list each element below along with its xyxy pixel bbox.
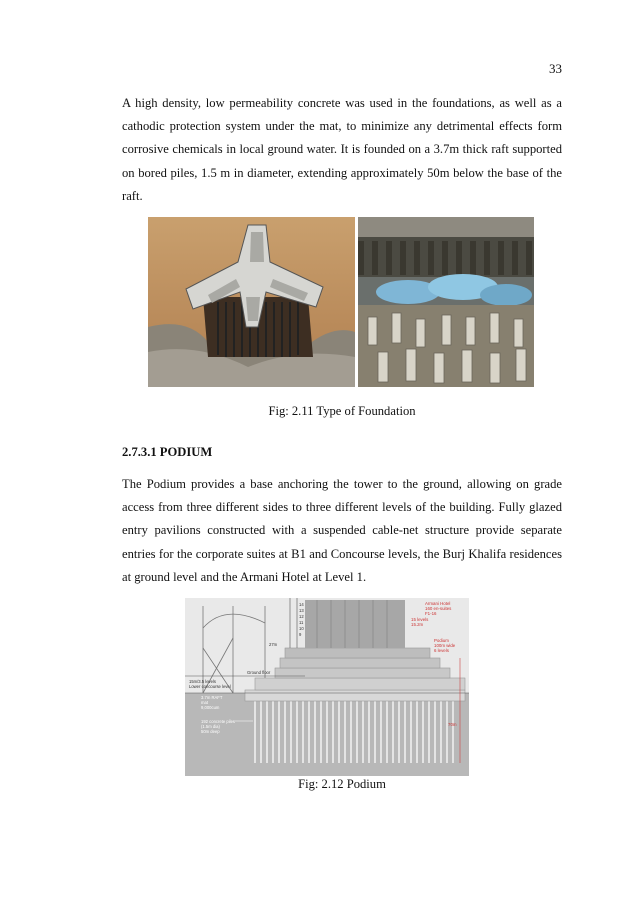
label-raft-mat: mat	[201, 700, 208, 705]
figure-caption-podium: Fig: 2.12 Podium	[298, 777, 386, 791]
label-armani-hotel: Armani Hotel	[425, 601, 451, 606]
label-level-9: 9	[299, 632, 302, 637]
label-level-range: F1-16	[425, 611, 437, 616]
label-level-10: 10	[299, 626, 304, 631]
label-level-13: 13	[299, 608, 304, 613]
label-lower-concourse: Lower concourse level	[189, 684, 231, 689]
label-podium-levels: 6 levels	[434, 648, 449, 653]
label-podium: Podium	[434, 638, 449, 643]
label-raft-volume: 9,000cum	[201, 705, 220, 710]
label-height-27: 27m	[269, 642, 278, 647]
label-piles: 192 concrete piles	[201, 719, 235, 724]
label-podium-width: 100m wide	[434, 643, 456, 648]
label-tower-levels: 15 levels	[411, 617, 429, 622]
foundation-model-image	[148, 217, 355, 387]
label-level-12: 12	[299, 614, 304, 619]
label-lower-concourse-height: 15m/3.5 levels	[189, 679, 216, 684]
label-raft: 3.7m RAFT	[201, 695, 223, 700]
label-pile-diameter: (1.5m dia)	[201, 724, 220, 729]
paragraph-foundation: A high density, low permeability concrete was used in the foundations, as well as a cathodic protection system under the mat, to minimize any detrimental effects form corrosive chemicals in local ground water. It is founded on a 3.7m thick raft supported on bored piles, 1.5 m in diameter, extending approximately 50m below the base of the raft.	[122, 96, 562, 203]
paragraph-podium: The Podium provides a base anchoring the tower to the ground, allowing on grade access from three different sides to three different levels of the building. Fully glazed entry pavilions constructed with a suspended cable-net structure provide separate entries for the corporate suites at B1 and Concourse levels, the Burj Khalifa residences at ground level and the Armani Hotel at Level 1.	[122, 477, 562, 584]
label-ground-floor: Ground floor	[247, 670, 271, 675]
page-number: 33	[549, 61, 562, 76]
section-heading: 2.7.3.1 PODIUM	[122, 445, 213, 459]
label-level-14: 14	[299, 602, 304, 607]
label-armani-suites: 160 en-suites	[425, 606, 452, 611]
label-pile-depth: 50m deep	[201, 729, 220, 734]
podium-section-diagram	[185, 598, 469, 776]
label-tower-height: 15.2m	[411, 622, 424, 627]
figure-caption-foundation: Fig: 2.11 Type of Foundation	[268, 404, 416, 418]
label-level-11: 11	[299, 620, 304, 625]
foundation-construction-photo	[358, 217, 534, 387]
label-depth: 70m	[448, 722, 457, 727]
